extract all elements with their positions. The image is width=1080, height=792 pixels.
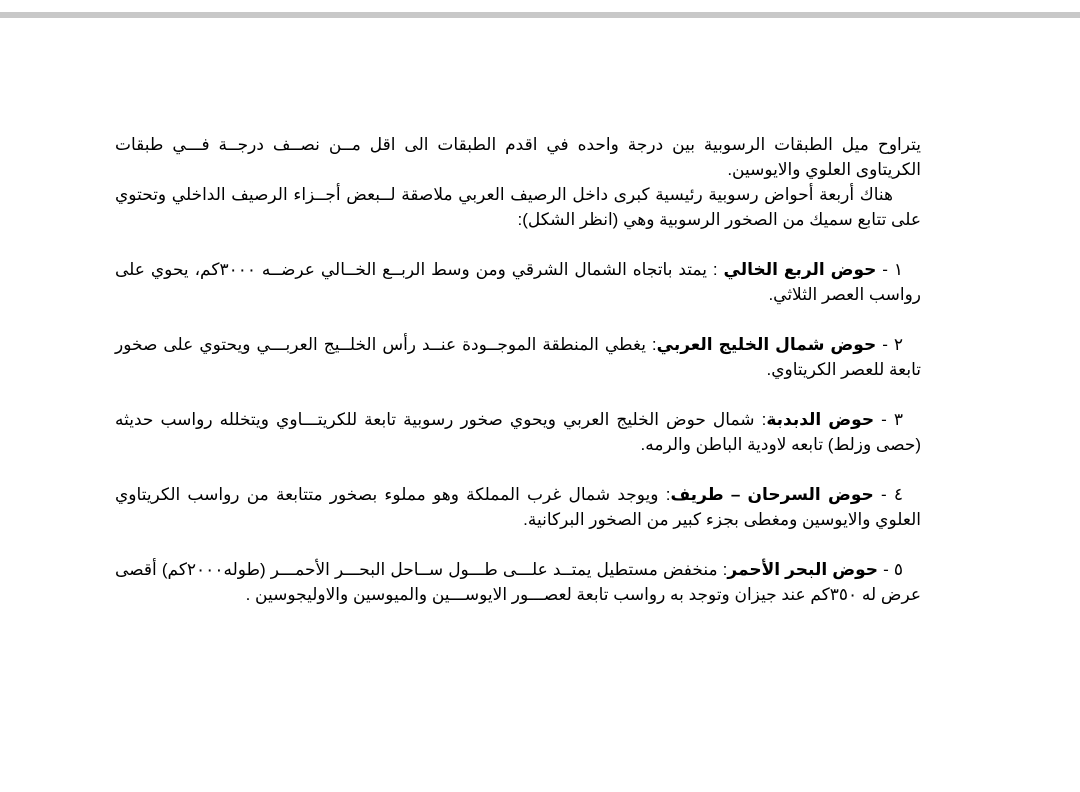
basin-description: : ويوجد شمال غرب المملكة وهو مملوء بصخور متتابعة من رواسب الكريتاوي العلوي والايوسين ومغطى بجزء كبير من الصخور البركانية. — [115, 485, 921, 529]
basin-item-4 — [115, 482, 921, 532]
intro-paragraph-1: يتراوح ميل الطبقات الرسوبية بين درجة واحده في اقدم الطبقات الى اقل مــن نصــف درجــة فـــي طبقات الكريتاوى العلوي والايوسين. — [115, 135, 921, 179]
intro-paragraph-2: هناك أربعة أحواض رسوبية رئيسية كبرى داخل الرصيف العربي ملاصقة لــبعض أجــزاء الرصيف الداخلي وتحتوي على تتابع سميك من الصخور الرسوبية وهي (انظر الشكل): — [115, 185, 921, 229]
basin-name: حوض الدبدبة — [766, 410, 875, 429]
basin-number: ٤ - — [880, 485, 903, 504]
spacer — [115, 232, 921, 257]
basin-item-5 — [115, 557, 921, 607]
spacer — [115, 382, 921, 407]
spacer — [115, 532, 921, 557]
basin-name: حوض البحر الأحمر — [727, 560, 879, 579]
spacer — [115, 307, 921, 332]
top-divider — [0, 12, 1080, 18]
basin-item-1 — [115, 257, 921, 307]
basin-number: ٢ - — [882, 335, 903, 354]
basin-description: : شمال حوض الخليج العربي ويحوي صخور رسوبية تابعة للكريتـــاوي ويتخلله رواسب حديثه (حصى وزلط) تابعه لاودية الباطن والرمه. — [115, 410, 921, 454]
basin-description: : يغطي المنطقة الموجــودة عنــد رأس الخلــيج العربـــي ويحتوي على صخور تابعة للعصر الكريتاوي. — [115, 335, 921, 379]
basin-number: ٥ - — [883, 560, 903, 579]
basin-name: حوض شمال الخليج العربي — [656, 335, 877, 354]
basin-name: حوض السرحان – طريف — [670, 485, 874, 504]
spacer — [115, 457, 921, 482]
basin-number: ١ - — [882, 260, 904, 279]
document-body — [115, 132, 921, 607]
basin-description: : يمتد باتجاه الشمال الشرقي ومن وسط الربــع الخــالي عرضــه ٣٠٠٠كم، يحوي على رواسب العصر الثلاثي. — [115, 260, 921, 304]
basin-name: حوض الربع الخالي — [723, 260, 877, 279]
basin-item-3 — [115, 407, 921, 457]
basin-item-2 — [115, 332, 921, 382]
basin-description: : منخفض مستطيل يمتــد علـــى طـــول ســاحل البحـــر الأحمـــر (طوله٢٠٠٠كم) أقصى عرض له ٣٥٠كم عند جيزان وتوجد به رواسب تابعة لعصـــور الايوســـين والميوسين والاوليجوسين . — [115, 560, 921, 604]
basin-number: ٣ - — [881, 410, 904, 429]
